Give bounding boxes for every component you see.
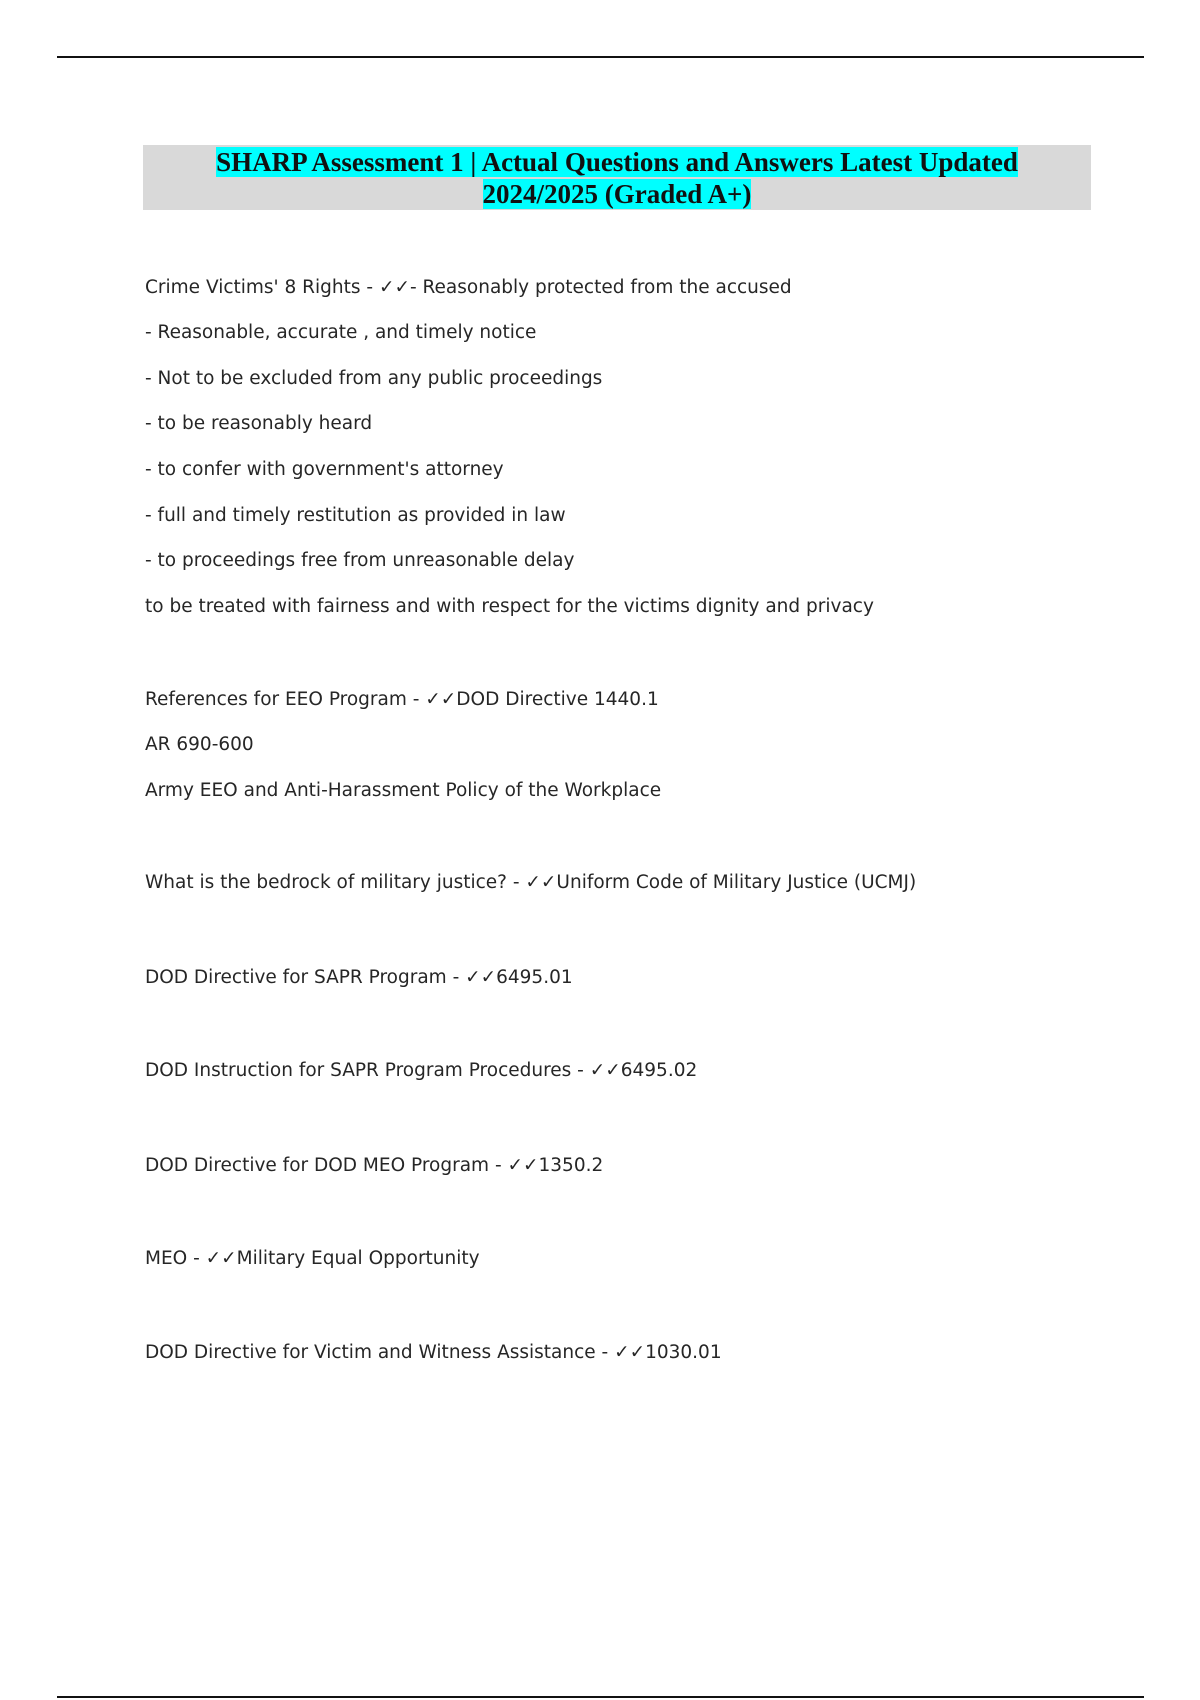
crime-victims-answer-line: to be treated with fairness and with respect for the victims dignity and privacy xyxy=(145,596,874,617)
sapr-directive-question: DOD Directive for SAPR Program - ✓✓6495.01 xyxy=(145,967,573,988)
document-title-box xyxy=(143,145,1091,210)
crime-victims-answer-line: - full and timely restitution as provided in law xyxy=(145,505,566,526)
sapr-instruction-question: DOD Instruction for SAPR Program Procedures - ✓✓6495.02 xyxy=(145,1060,698,1081)
crime-victims-answer-line: - to proceedings free from unreasonable delay xyxy=(145,550,575,571)
victim-witness-question: DOD Directive for Victim and Witness Assistance - ✓✓1030.01 xyxy=(145,1342,722,1363)
crime-victims-answer-line: - to be reasonably heard xyxy=(145,413,373,434)
eeo-references-question: References for EEO Program - ✓✓DOD Directive 1440.1 xyxy=(145,689,659,710)
eeo-references-answer-line: Army EEO and Anti-Harassment Policy of the Workplace xyxy=(145,780,662,801)
meo-question: MEO - ✓✓Military Equal Opportunity xyxy=(145,1248,480,1269)
header-rule xyxy=(57,56,1144,58)
crime-victims-answer-line: - Reasonable, accurate , and timely notice xyxy=(145,322,537,343)
eeo-references-answer-line: AR 690-600 xyxy=(145,734,254,755)
bedrock-question: What is the bedrock of military justice? - ✓✓Uniform Code of Military Justice (UCMJ) xyxy=(145,872,917,893)
document-title-line-1: SHARP Assessment 1 | Actual Questions and Answers Latest Updated xyxy=(216,147,1018,177)
crime-victims-answer-line: - Not to be excluded from any public proceedings xyxy=(145,368,603,389)
crime-victims-answer-line: - to confer with government's attorney xyxy=(145,459,504,480)
meo-directive-question: DOD Directive for DOD MEO Program - ✓✓1350.2 xyxy=(145,1155,604,1176)
footer-rule xyxy=(57,1696,1144,1698)
crime-victims-question: Crime Victims' 8 Rights - ✓✓- Reasonably protected from the accused xyxy=(145,277,792,298)
document-title-line-2: 2024/2025 (Graded A+) xyxy=(482,179,752,209)
